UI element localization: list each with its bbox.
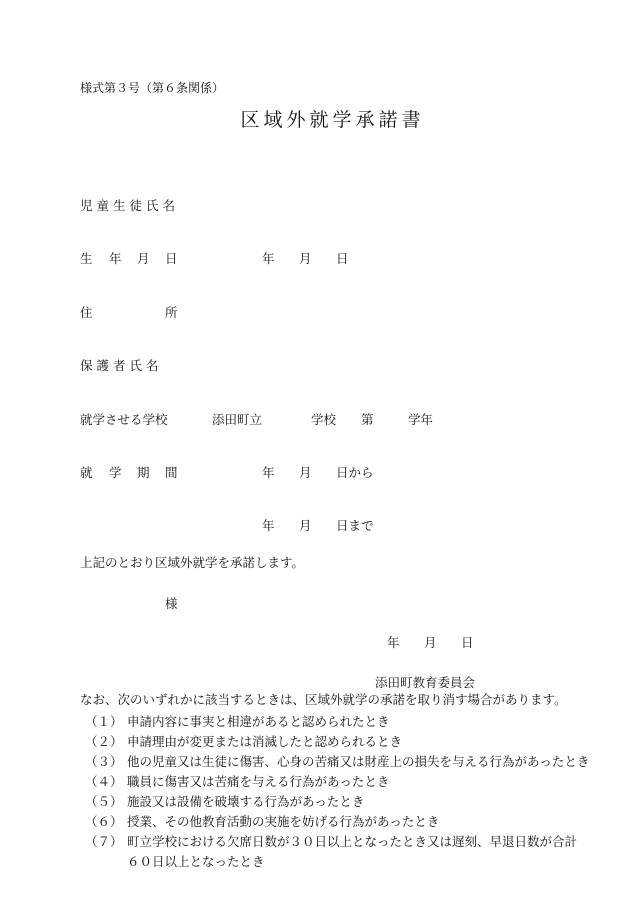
approval-statement: 上記のとおり区域外就学を承諾します。 [80,555,305,570]
study-period-label-char: 間 [165,465,178,480]
period-from-day: 日から [336,465,374,480]
condition-text: 他の児童又は生徒に傷害、心身の苦痛又は財産上の損失を与える行為があったとき [127,754,590,769]
document-title: 区域外就学承諾書 [240,109,425,131]
period-to-month: 月 [299,518,312,533]
condition-number: （１） [85,714,123,729]
study-period-label-char: 学 [109,465,122,480]
birth-date-label-char: 日 [165,251,178,266]
period-from-year: 年 [262,465,275,480]
address-label-char: 所 [165,305,178,320]
birth-day: 日 [336,251,349,266]
address-label-char: 住 [80,305,93,320]
condition-number: （３） [85,754,123,769]
birth-date-label-char: 年 [109,251,122,266]
condition-number: （４） [85,774,123,789]
condition-continuation: ６０日以上となったとき [127,854,265,869]
condition-text: 申請理由が変更または消滅したと認められるとき [127,734,403,749]
condition-number: （２） [85,734,123,749]
condition-text: 授業、その他教育活動の実施を妨げる行為があったとき [127,814,440,829]
condition-number: （５） [85,794,123,809]
grade-prefix: 第 [361,412,374,427]
guardian-name-label: 保護者氏名 [80,358,163,373]
school-town: 添田町立 [212,412,263,427]
study-period-label-char: 就 [80,465,93,480]
notice-intro: なお、次のいずれかに該当するときは、区域外就学の承諾を取り消す場合があります。 [80,692,567,707]
birth-date-label-char: 生 [80,251,93,266]
condition-number: （７） [85,834,123,849]
study-period-label-char: 期 [137,465,150,480]
period-from-month: 月 [299,465,312,480]
addressee-suffix: 様 [165,596,178,611]
school-label: 就学させる学校 [80,412,168,427]
period-to-year: 年 [262,518,275,533]
condition-text: 職員に傷害又は苦痛を与える行為があったとき [127,774,390,789]
birth-month: 月 [299,251,312,266]
birth-year: 年 [262,251,275,266]
birth-date-label-char: 月 [137,251,150,266]
school-suffix: 学校 [311,412,337,427]
student-name-label: 児童生徒氏名 [80,198,180,213]
form-number: 様式第３号（第６条関係） [80,81,225,95]
condition-text: 町立学校における欠席日数が３０日以上となったとき又は遅刻、早退日数が合計 [127,834,578,849]
condition-number: （６） [85,814,123,829]
approval-date-day: 日 [461,635,474,650]
approval-date-year: 年 [387,635,400,650]
period-to-day: 日まで [336,518,374,533]
issuer-name: 添田町教育委員会 [375,675,476,690]
condition-text: 施設又は設備を破壊する行為があったとき [127,794,365,809]
grade-suffix: 学年 [408,412,434,427]
approval-date-month: 月 [424,635,437,650]
condition-text: 申請内容に事実と相違があると認められたとき [127,714,390,729]
